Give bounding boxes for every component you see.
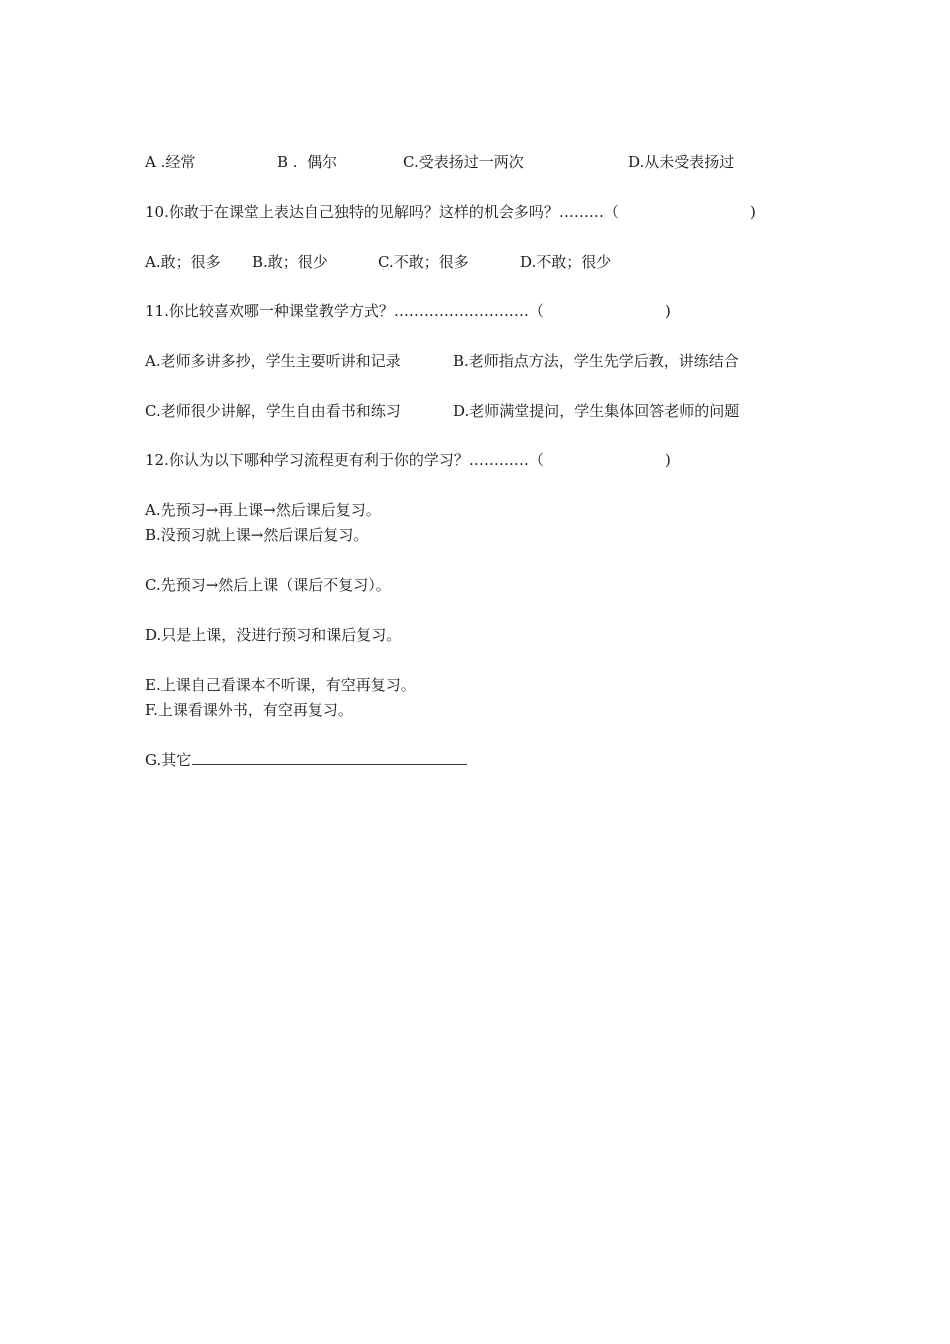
q12-option-d: D.只是上课，没进行预习和课后复习。 — [145, 626, 402, 644]
q12-option-g: G.其它 — [145, 751, 192, 769]
q9-option-c: C.受表扬过一两次 — [403, 153, 524, 171]
q11-question: 11.你比较喜欢哪一种课堂教学方式？………………………（ — [145, 302, 544, 320]
q11-option-a: A.老师多讲多抄，学生主要听讲和记录 — [145, 352, 401, 370]
q9-option-a: A .经常 — [145, 153, 196, 171]
q12-option-f: F.上课看课外书，有空再复习。 — [145, 701, 353, 719]
q11-answer-close: ) — [665, 302, 671, 320]
q12-option-b: B.没预习就上课→然后课后复习。 — [145, 526, 369, 544]
q12-question: 12.你认为以下哪种学习流程更有利于你的学习？…………（ — [145, 451, 544, 469]
q12-option-g-row — [145, 750, 467, 770]
q10-option-d: D.不敢；很少 — [520, 253, 612, 271]
q9-option-d: D.从未受表扬过 — [628, 153, 735, 171]
q10-option-b: B.敢；很少 — [252, 253, 328, 271]
q10-answer-close: ) — [750, 203, 756, 221]
q11-option-d: D.老师满堂提问，学生集体回答老师的问题 — [453, 402, 740, 420]
q9-option-b: B . 偶尔 — [277, 153, 338, 171]
q11-option-c: C.老师很少讲解，学生自由看书和练习 — [145, 402, 401, 420]
q10-question: 10.你敢于在课堂上表达自己独特的见解吗？这样的机会多吗？………（ — [145, 203, 619, 221]
q12-other-blank[interactable] — [192, 750, 467, 765]
q10-option-c: C.不敢；很多 — [378, 253, 469, 271]
q12-option-a: A.先预习→再上课→然后课后复习。 — [145, 501, 381, 519]
q10-option-a: A.敢；很多 — [145, 253, 221, 271]
q11-option-b: B.老师指点方法，学生先学后教，讲练结合 — [453, 352, 739, 370]
q12-option-e: E.上课自己看课本不听课，有空再复习。 — [145, 676, 416, 694]
q12-option-c: C.先预习→然后上课（课后不复习）。 — [145, 576, 391, 594]
q12-answer-close: ) — [665, 451, 671, 469]
